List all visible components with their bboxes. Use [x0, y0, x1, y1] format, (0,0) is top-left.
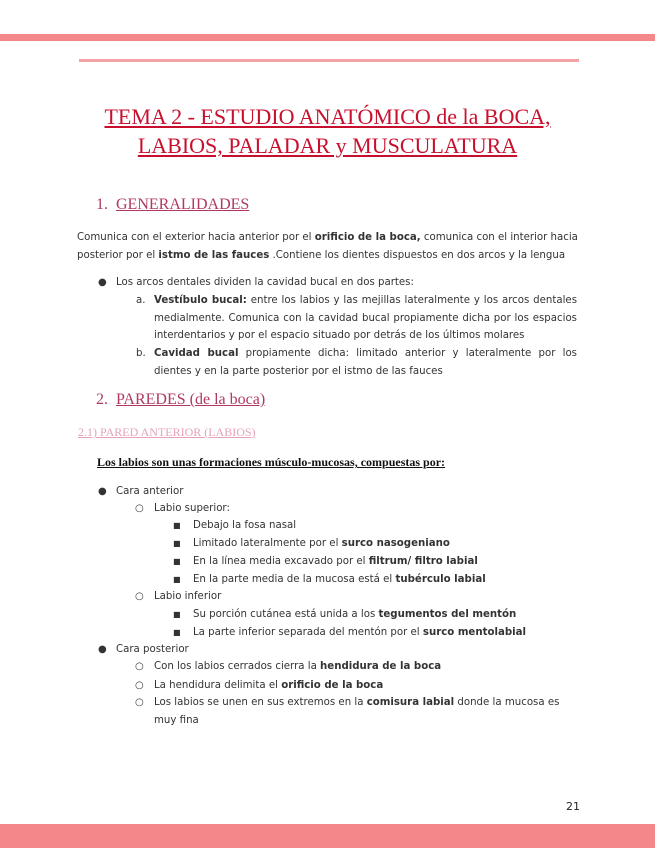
list-item: Con los labios cerrados cierra la hendidura de la boca: [154, 661, 442, 672]
section-1-intro: Comunica con el exterior hacia anterior por el orificio de la boca, comunica con el interior hacia posterior por el istmo de las fauces .Contiene los dientes dispuestos en dos arcos y la lengua: [77, 232, 578, 261]
section-1-heading: 1. GENERALIDADES: [96, 196, 250, 213]
list-item-cara-posterior: Cara posterior: [116, 644, 189, 655]
circle-bullet-icon: ○: [135, 591, 144, 602]
list-marker: b.: [136, 348, 146, 359]
section-2-heading: 2. PAREDES (de la boca): [96, 391, 266, 408]
list-marker: a.: [136, 295, 146, 306]
list-item: Limitado lateralmente por el surco nasogeniano: [193, 538, 450, 549]
square-bullet-icon: ■: [173, 539, 181, 548]
list-item-labio-inferior: Labio inferior: [154, 591, 222, 602]
page-title: TEMA 2 - ESTUDIO ANATÓMICO de la BOCA, LABIOS, PALADAR y MUSCULATURA: [104, 104, 551, 158]
bullet-icon: ●: [98, 277, 107, 288]
lead-sentence: Los labios son unas formaciones músculo-mucosas, compuestas por:: [97, 455, 446, 469]
subsection-heading: 2.1) PARED ANTERIOR (LABIOS): [78, 425, 256, 439]
bottom-accent-bar: [0, 824, 655, 848]
list-item: Su porción cutánea está unida a los tegumentos del mentón: [193, 609, 517, 620]
list-item: En la parte media de la mucosa está el tubérculo labial: [193, 574, 486, 585]
circle-bullet-icon: ○: [135, 680, 144, 691]
square-bullet-icon: ■: [173, 521, 181, 530]
list-item: Debajo la fosa nasal: [193, 520, 297, 531]
list-item: Los labios se unen en sus extremos en la comisura labial donde la mucosa es muy fina: [154, 697, 560, 726]
list-item-cara-anterior: Cara anterior: [116, 486, 184, 497]
bullet-icon: ●: [98, 486, 107, 497]
square-bullet-icon: ■: [173, 628, 181, 637]
list-item: Los arcos dentales dividen la cavidad bucal en dos partes:: [116, 277, 414, 288]
list-item: La parte inferior separada del mentón por el surco mentolabial: [193, 627, 526, 638]
list-item-cavidad: Cavidad bucal propiamente dicha: limitado anterior y lateralmente por los dientes y en la parte posterior por el istmo de las fauces: [154, 348, 577, 377]
circle-bullet-icon: ○: [135, 697, 144, 708]
top-accent-bar: [0, 34, 655, 41]
square-bullet-icon: ■: [173, 610, 181, 619]
list-item-vestibulo: Vestíbulo bucal: entre los labios y las mejillas lateralmente y los arcos dentales medialmente. Comunica con la cavidad bucal propiamente dicha por los espacios interdentarios y por el espacio situado por detrás de los últimos molares: [154, 295, 577, 341]
list-item: La hendidura delimita el orificio de la boca: [154, 680, 384, 691]
circle-bullet-icon: ○: [135, 661, 144, 672]
square-bullet-icon: ■: [173, 575, 181, 584]
bullet-icon: ●: [98, 644, 107, 655]
top-divider: [79, 59, 579, 62]
list-item: En la línea media excavado por el filtrum/ filtro labial: [193, 556, 478, 567]
page-number: 21: [566, 800, 580, 813]
square-bullet-icon: ■: [173, 557, 181, 566]
circle-bullet-icon: ○: [135, 503, 144, 514]
list-item-labio-superior: Labio superior:: [154, 503, 230, 514]
